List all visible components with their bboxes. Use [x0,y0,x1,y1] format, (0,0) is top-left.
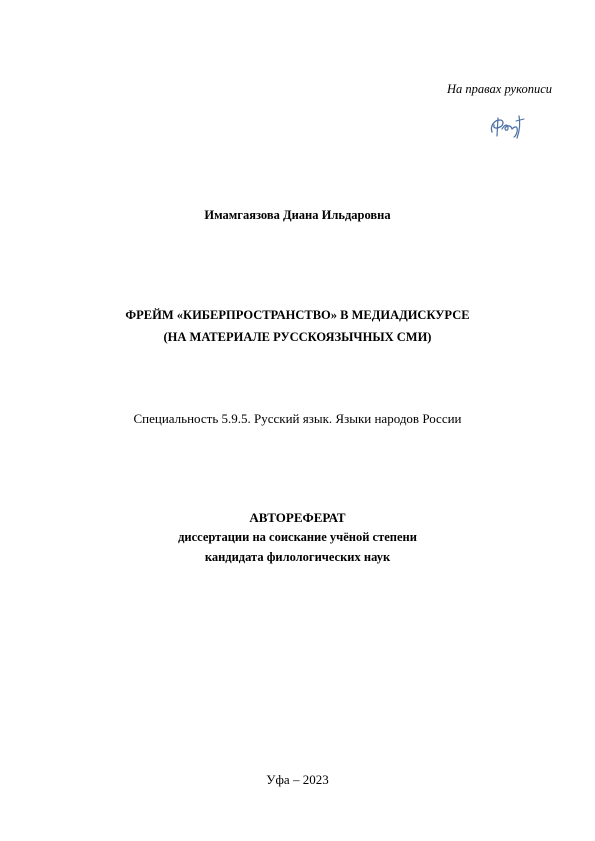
author-name: Имамгаязова Диана Ильдаровна [204,208,391,222]
document-purpose-line-2: кандидата филологических наук [204,550,391,564]
dissertation-title-line-1: ФРЕЙМ «КИБЕРПРОСТРАНСТВО» В МЕДИАДИСКУРСЕ [125,308,470,322]
document-purpose-line-1: диссертации на соискание учёной степени [178,530,417,544]
signature-icon [486,112,530,140]
document-type: АВТОРЕФЕРАТ [249,510,346,525]
specialty-line: Специальность 5.9.5. Русский язык. Языки народов России [133,411,462,426]
rights-note: На правах рукописи [447,82,552,96]
dissertation-title-line-2: (НА МАТЕРИАЛЕ РУССКОЯЗЫЧНЫХ СМИ) [163,330,432,344]
place-and-year: Уфа – 2023 [266,772,329,787]
